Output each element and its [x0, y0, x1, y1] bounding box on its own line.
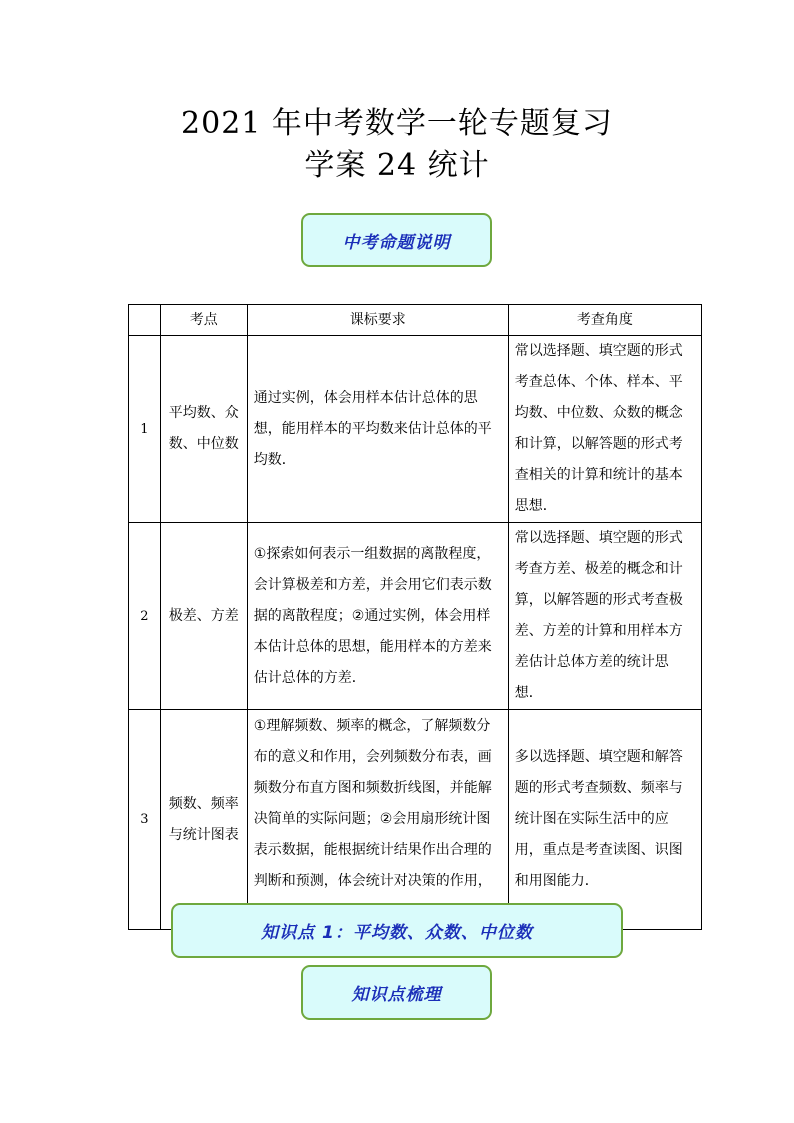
table-row — [129, 336, 702, 523]
table-header-row — [129, 305, 702, 336]
header-angle: 考查角度 — [508, 305, 701, 336]
row-index: 3 — [129, 710, 161, 930]
knowledge-point-banner: 知识点 1：平均数、众数、中位数 — [171, 903, 623, 958]
table-row — [129, 710, 702, 930]
table-row — [129, 523, 702, 710]
row-requirement: 通过实例，体会用样本估计总体的思想，能用样本的平均数来估计总体的平均数． — [247, 336, 508, 523]
row-angle: 常以选择题、填空题的形式考查总体、个体、样本、平均数、中位数、众数的概念和计算，以解答题的形式考查相关的计算和统计的基本思想． — [508, 336, 701, 523]
exam-note-banner: 中考命题说明 — [301, 213, 492, 267]
page-subtitle: 学案 24 统计 — [304, 148, 490, 183]
row-index: 2 — [129, 523, 161, 710]
row-angle: 多以选择题、填空题和解答题的形式考查频数、频率与统计图在实际生活中的应用，重点是考查读图、识图和用图能力． — [508, 710, 701, 930]
row-angle: 常以选择题、填空题的形式考查方差、极差的概念和计算，以解答题的形式考查极差、方差的计算和用样本方差估计总体方差的统计思想． — [508, 523, 701, 710]
knowledge-review-banner: 知识点梳理 — [301, 965, 492, 1020]
header-requirement: 课标要求 — [247, 305, 508, 336]
row-point: 频数、频率与统计图表 — [160, 710, 247, 930]
row-point: 极差、方差 — [160, 523, 247, 710]
row-point: 平均数、众数、中位数 — [160, 336, 247, 523]
header-point: 考点 — [160, 305, 247, 336]
exam-points-table — [128, 304, 702, 930]
row-requirement: ①探索如何表示一组数据的离散程度，会计算极差和方差，并会用它们表示数据的离散程度；②通过实例，体会用样本估计总体的思想，能用样本的方差来估计总体的方差． — [247, 523, 508, 710]
page-title: 2021 年中考数学一轮专题复习 — [181, 106, 613, 141]
header-index — [129, 305, 161, 336]
row-requirement: ①理解频数、频率的概念，了解频数分布的意义和作用，会列频数分布表，画频数分布直方图和频数折线图，并能解决简单的实际问题；②会用扇形统计图表示数据，能根据统计结果作出合理的判断和预测，体会统计对决策的作用， — [247, 710, 508, 930]
row-index: 1 — [129, 336, 161, 523]
